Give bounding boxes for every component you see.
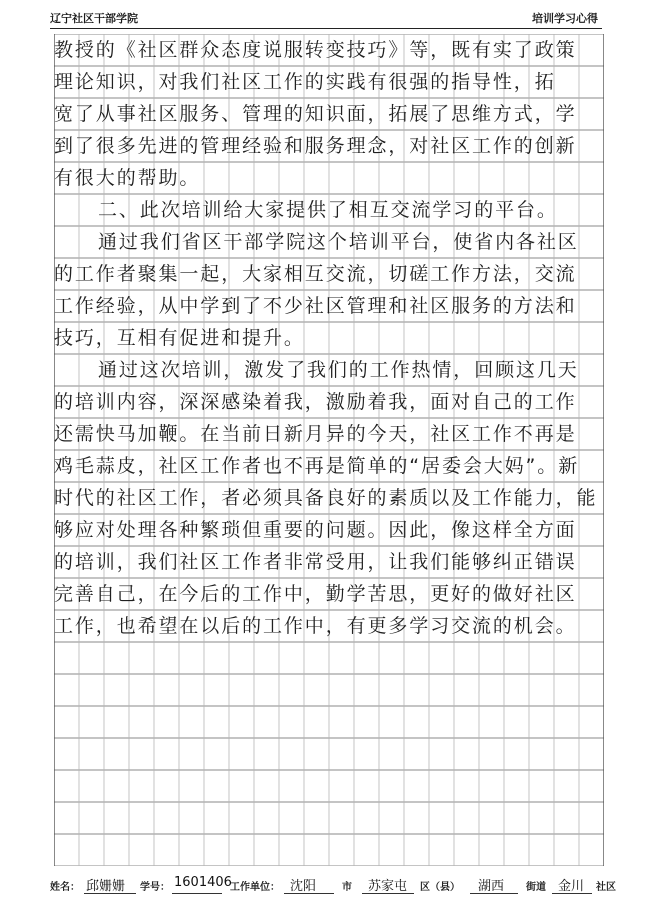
subdistrict-value: 湖西 <box>478 879 505 894</box>
essay-line-12: 的培训内容，深深感染着我，激励着我，面对自己的工作 <box>54 391 577 413</box>
community-value: 金川 <box>558 879 585 894</box>
essay-line-13: 还需快马加鞭。在当前日新月异的今天，社区工作不再是 <box>54 423 577 445</box>
name-label: 姓名： <box>50 882 80 893</box>
essay-line-8: 的工作者聚集一起，大家相互交流，切磋工作方法，交流 <box>54 263 577 285</box>
community-label: 社区 <box>596 882 616 893</box>
workplace-label: 工作单位： <box>230 882 280 893</box>
district-underline <box>362 893 414 894</box>
essay-line-19: 工作，也希望在以后的工作中，有更多学习交流的机会。 <box>54 615 577 637</box>
essay-line-15: 时代的社区工作，者必须具备良好的素质以及工作能力，能 <box>54 487 598 509</box>
institution-name: 辽宁社区干部学院 <box>50 12 138 25</box>
student-id-underline <box>172 893 222 894</box>
document-type: 培训学习心得 <box>532 12 598 25</box>
essay-line-11: 通过这次培训，激发了我们的工作热情，回顾这几天 <box>98 359 579 381</box>
essay-line-5: 有很大的帮助。 <box>54 167 201 189</box>
essay-line-6: 二、此次培训给大家提供了相互交流学习的平台。 <box>98 199 558 221</box>
subdistrict-underline <box>470 893 518 894</box>
name-value: 邱姗姗 <box>86 879 126 894</box>
district-label: 区（县） <box>420 882 460 893</box>
essay-line-4: 到了很多先进的管理经验和服务理念，对社区工作的创新 <box>54 135 577 157</box>
city-underline <box>284 893 334 894</box>
essay-line-9: 工作经验，从中学到了不少社区管理和社区服务的方法和 <box>54 295 577 317</box>
essay-line-3: 宽了从事社区服务、管理的知识面，拓展了思维方式，学 <box>54 103 577 125</box>
name-underline <box>84 893 136 894</box>
community-underline <box>552 893 592 894</box>
essay-line-18: 完善自己，在今后的工作中，勤学苦思，更好的做好社区 <box>54 583 577 605</box>
student-id-value: 1601406 <box>174 875 232 890</box>
essay-line-14: 鸡毛蒜皮，社区工作者也不再是简单的“居委会大妈”。新 <box>54 455 580 477</box>
student-info-footer <box>50 874 616 896</box>
header-divider <box>50 28 602 29</box>
student-id-label: 学号： <box>140 882 170 893</box>
essay-line-7: 通过我们省区干部学院这个培训平台，使省内各社区 <box>98 231 579 253</box>
street-label: 街道 <box>526 882 546 893</box>
essay-line-2: 理论知识，对我们社区工作的实践有很强的指导性，拓 <box>54 71 556 93</box>
essay-line-10: 技巧，互相有促进和提升。 <box>54 327 305 349</box>
city-label: 市 <box>342 882 352 893</box>
district-value: 苏家屯 <box>368 879 408 894</box>
essay-line-17: 的培训，我们社区工作者非常受用，让我们能够纠正错误 <box>54 551 577 573</box>
essay-line-16: 够应对处理各种繁琐但重要的问题。因此，像这样全方面 <box>54 519 577 541</box>
essay-line-1: 教授的《社区群众态度说服转变技巧》等，既有实了政策 <box>54 39 577 61</box>
city-value: 沈阳 <box>290 879 317 894</box>
